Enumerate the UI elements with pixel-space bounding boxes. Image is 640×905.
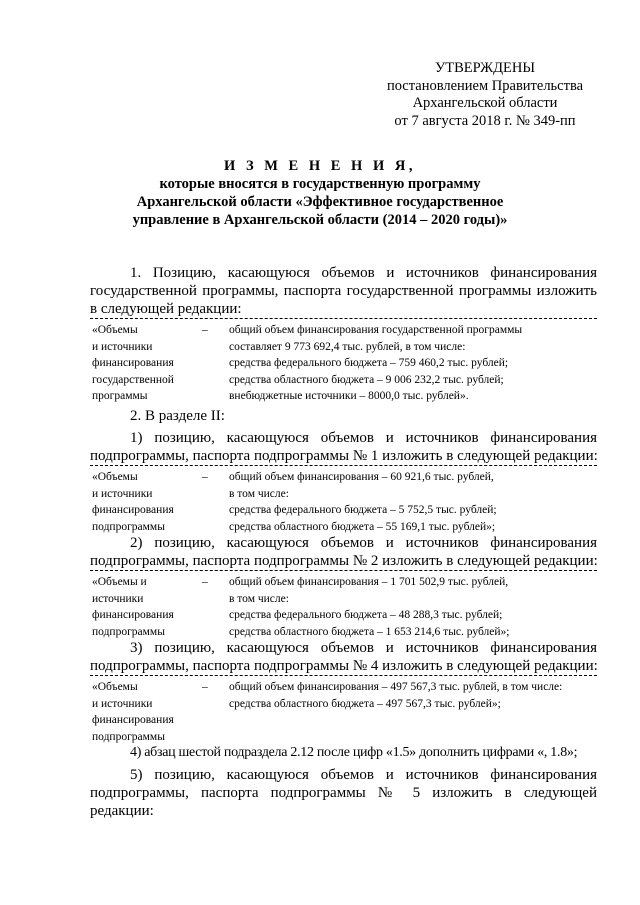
approval-line: от 7 августа 2018 г. № 349-пп [394,112,576,129]
separator [90,465,597,466]
table-value: общий объем финансирования – 60 921,6 тыс. рублей, в том числе: средства федерального бюджета – 5 752,5 тыс. рублей; средства областного бюджета – 55 169,1 тыс. рублей»; [229,471,497,533]
table-label: «Объемы и источники финансирования подпрограммы [92,471,174,533]
sub-1-paragraph: 1) позицию, касающуюся объемов и источников финансирования подпрограммы, паспорта подпрограммы № 1 изложить в следующей редакции: [90,430,598,464]
table-dash: – [202,576,208,588]
table-value: общий объем финансирования государственной программы составляет 9 773 692,4 тыс. рублей, в том числе: средства федерального бюджета – 759 460,2 тыс. рублей; средства областного бюджета – 9 006 232,2 тыс. рублей; внебюджетные источники – 8000,0 тыс. рублей». [229,324,523,402]
table-label: «Объемы и источники финансирования государственной программы [92,324,174,402]
separator [90,318,597,319]
sub-5-paragraph: 5) позицию, касающуюся объемов и источников финансирования подпрограммы, паспорта подпрограммы № 5 изложить в следующей редакции: [90,767,597,819]
table-label: «Объемы и источники финансирования подпрограммы [92,681,174,743]
table-dash: – [202,324,208,336]
item-2-heading: 2. В разделе II: [130,408,225,424]
separator [90,570,597,571]
title-heading: И З М Е Н Е Н И Я, [224,158,416,174]
table-label: «Объемы и источники финансирования подпрограммы [92,576,174,638]
title-line: управление в Архангельской области (2014 – 2020 годы)» [132,212,508,228]
approval-line: УТВЕРЖДЕНЫ [434,60,536,76]
table-dash: – [202,681,208,693]
table-dash: – [202,471,208,483]
approval-block [355,60,615,130]
title-line: которые вносятся в государственную программу [159,176,481,192]
document-title [60,157,580,229]
title-line: Архангельской области «Эффективное государственное [136,194,504,210]
sub-4-paragraph: 4) абзац шестой подраздела 2.12 после цифр «1.5» дополнить цифрами «, 1.8»; [130,745,578,760]
separator [90,675,597,676]
sub-2-paragraph: 2) позицию, касающуюся объемов и источников финансирования подпрограммы, паспорта подпрограммы № 2 изложить в следующей редакции: [90,535,598,569]
item-1-paragraph: 1. Позицию, касающуюся объемов и источников финансирования государственной программы, паспорта государственной программы изложить в следующей редакции: [90,265,597,317]
table-value: общий объем финансирования – 1 701 502,9 тыс. рублей, в том числе: средства федерального бюджета – 48 288,3 тыс. рублей; средства областного бюджета – 1 653 214,6 тыс. рублей»; [229,576,510,638]
approval-line: Архангельской области [412,95,558,111]
table-value: общий объем финансирования – 497 567,3 тыс. рублей, в том числе: средства областного бюджета – 497 567,3 тыс. рублей»; [229,681,563,710]
approval-line: постановлением Правительства [386,77,584,94]
sub-3-paragraph: 3) позицию, касающуюся объемов и источников финансирования подпрограммы, паспорта подпрограммы № 4 изложить в следующей редакции: [90,640,598,674]
